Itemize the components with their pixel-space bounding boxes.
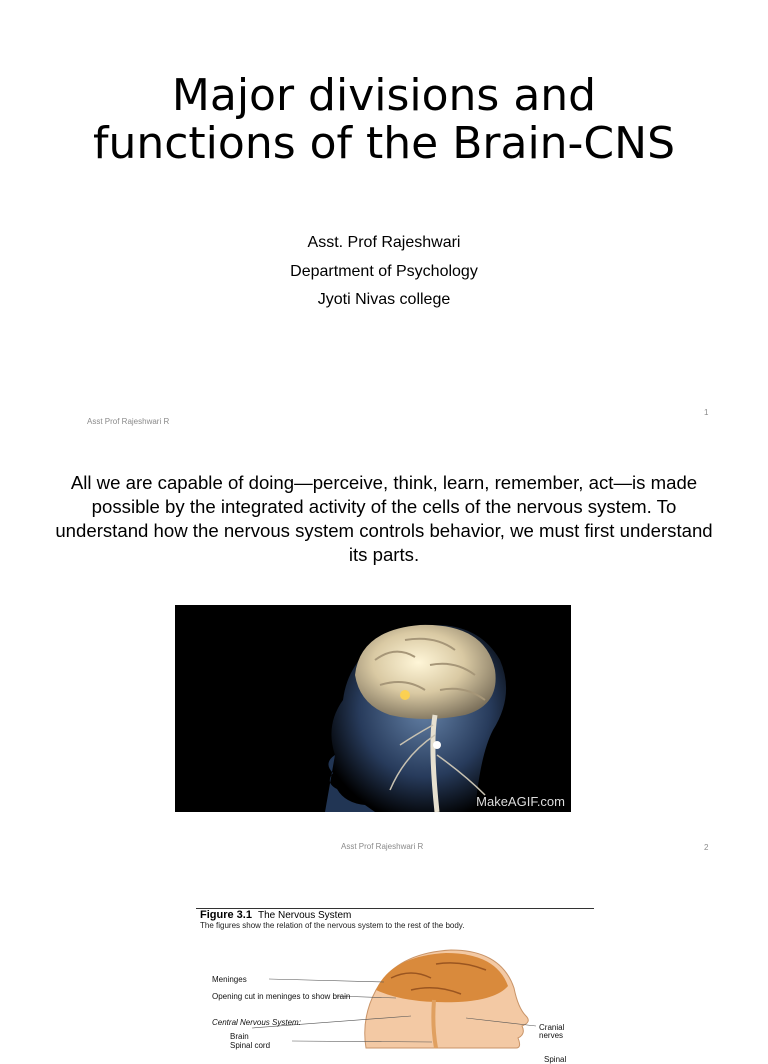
label-meninges: Meninges [212, 975, 247, 984]
label-brain: Brain [230, 1032, 249, 1041]
head-diagram [196, 908, 596, 1048]
label-cranial-nerves: Cranial nerves [539, 1023, 565, 1040]
page-number: 2 [704, 843, 709, 852]
figure-caption: The figures show the relation of the nervous system to the rest of the body. [200, 921, 465, 930]
slide-title: Major divisions and functions of the Brain-CNS [92, 70, 676, 169]
nervous-system-figure [196, 908, 596, 1064]
label-opening-cut: Opening cut in meninges to show brain [212, 992, 351, 1001]
page-number: 1 [704, 408, 709, 417]
slide-footer: Asst Prof Rajeshwari R [341, 842, 424, 851]
figure-title: The Nervous System [257, 910, 352, 921]
label-spinal-cord: Spinal cord [230, 1041, 271, 1050]
figure-number: Figure 3.1 [200, 909, 252, 921]
slide-footer: Asst Prof Rajeshwari R [87, 417, 170, 426]
author-line: Asst. Prof Rajeshwari [307, 234, 461, 251]
college-line: Jyoti Nivas college [317, 291, 451, 308]
label-spinal: Spinal [544, 1055, 567, 1064]
slide-3 [0, 870, 768, 1064]
brain-illustration [175, 605, 571, 812]
label-cns: Central Nervous System: [212, 1018, 301, 1027]
image-watermark: MakeAGIF.com [476, 794, 565, 809]
slide-2 [0, 435, 768, 870]
slide-subtitle [134, 229, 634, 315]
department-line: Department of Psychology [290, 262, 478, 280]
brain-animation-image [175, 605, 571, 812]
slide-1 [0, 0, 768, 435]
slide-body-text: All we are capable of doing—perceive, think, learn, remember, act—is made possible by the integrated activity of the cells of the nervous system. To understand how the nervous system controls behavior, we must first understand its parts. [55, 472, 713, 565]
